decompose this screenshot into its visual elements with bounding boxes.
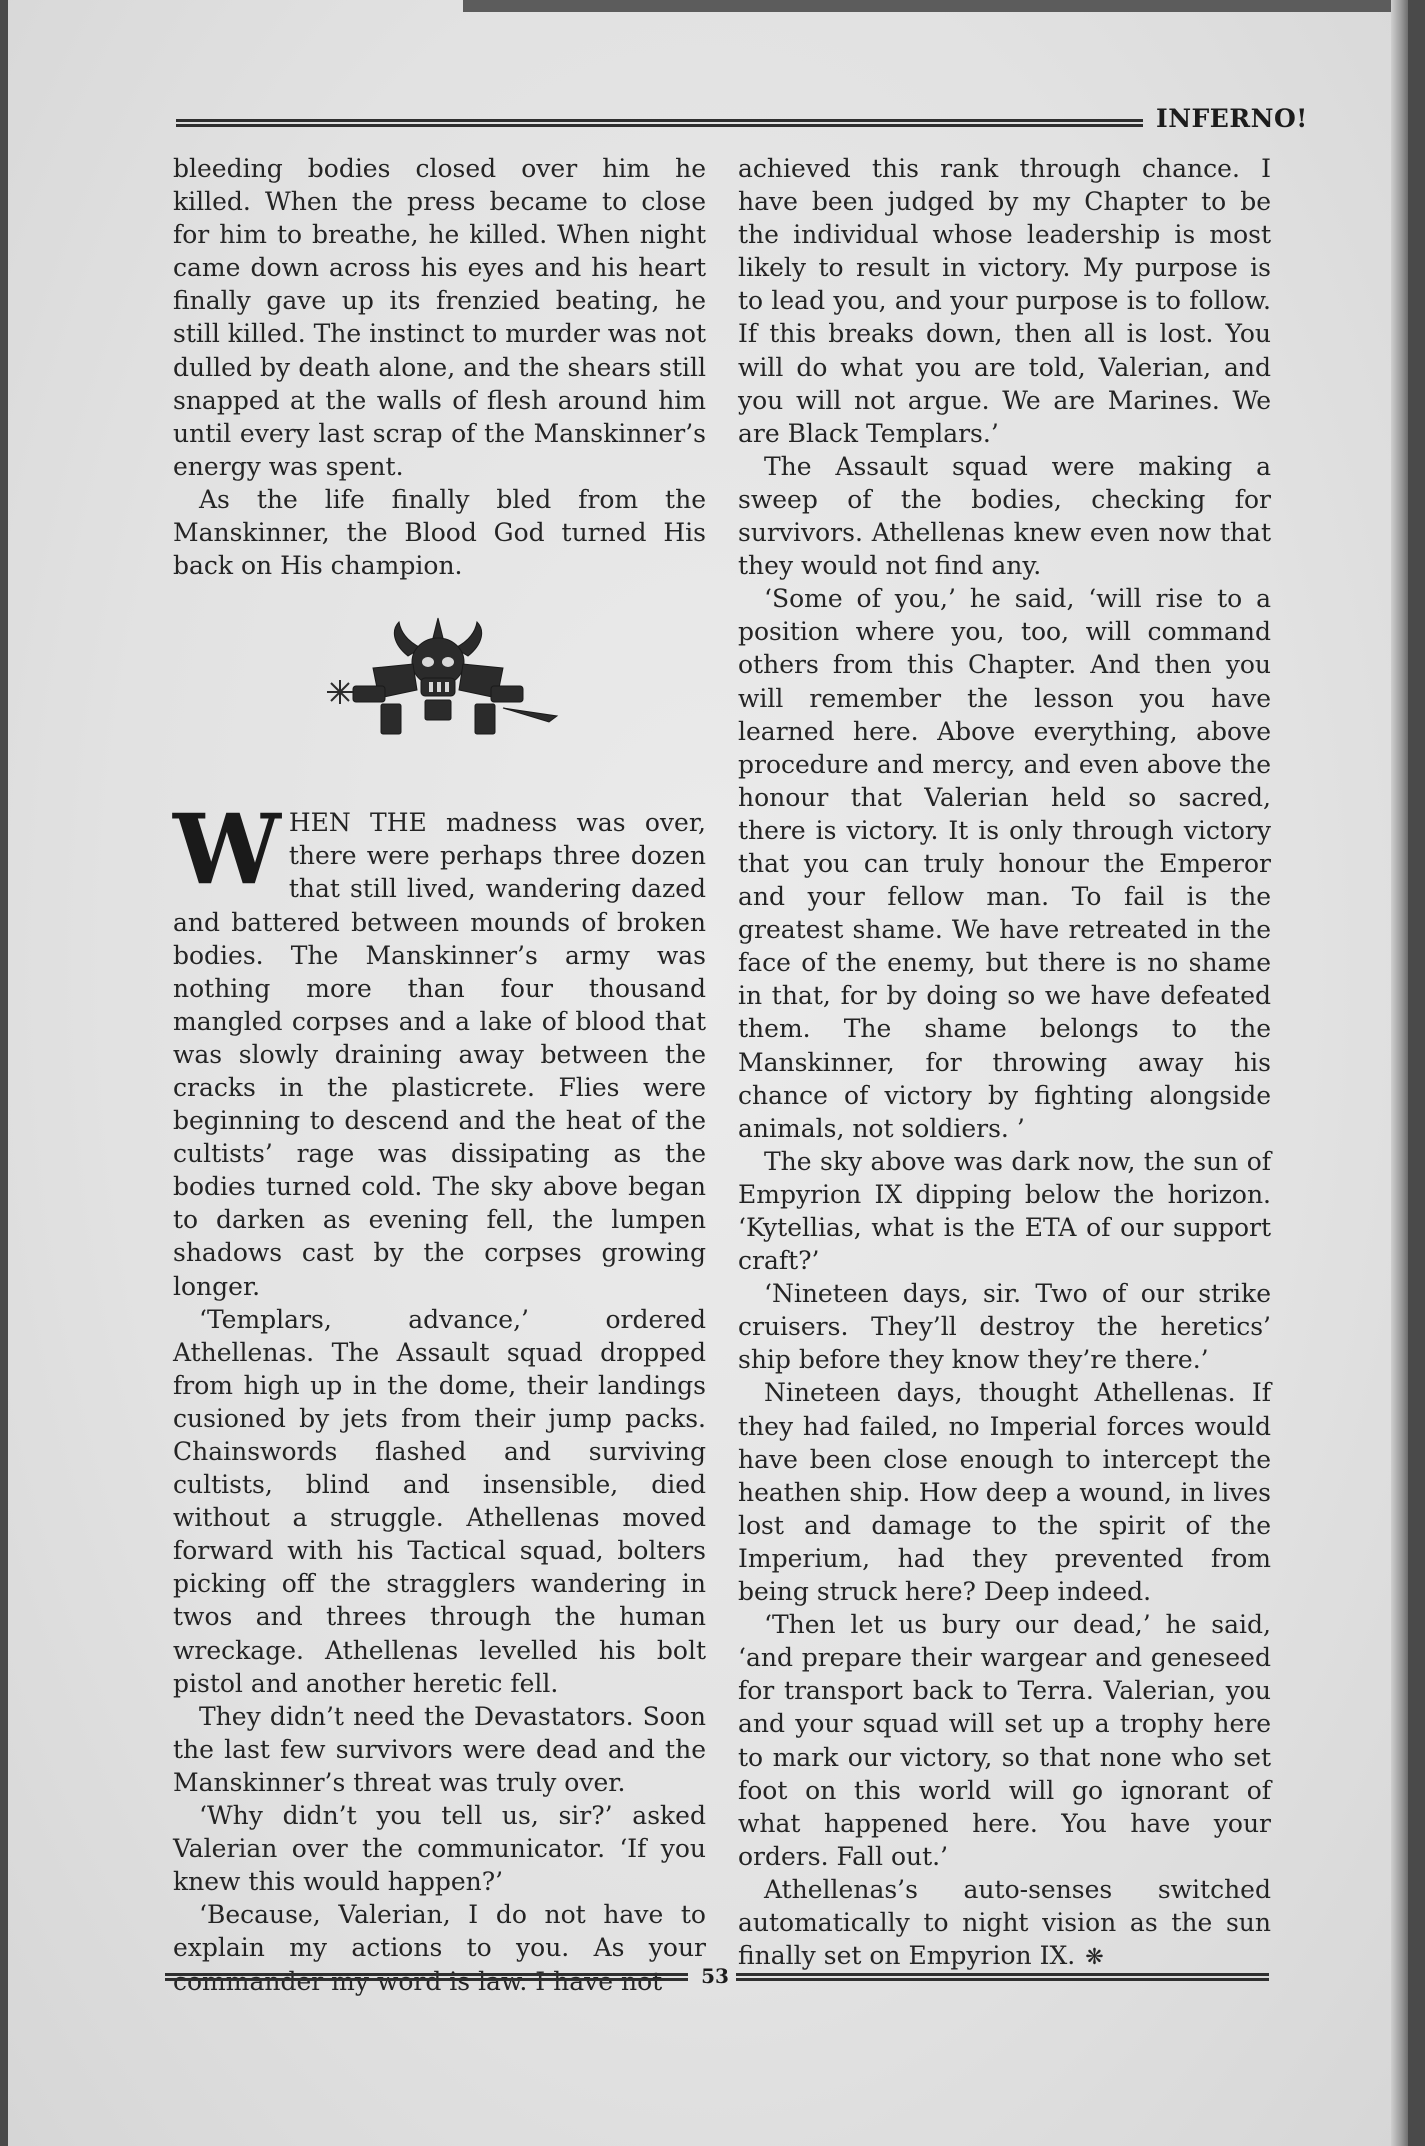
paragraph: ‘Templars, advance,’ ordered Athellenas. The Assault squad dropped from high up in the dome, their landings cusioned by jets from their jump packs. Chainswords flashed and surviving cultists, blind and insensible, died without a struggle. Athellenas moved forward with his Tactical squad, bolters picking off the stragglers wandering in twos and threes through the human wreckage. Athellenas levelled his bolt pistol and another heretic fell. bbox=[173, 1304, 706, 1698]
scan-top-border bbox=[463, 0, 1408, 12]
paragraph: ‘Then let us bury our dead,’ he said, ‘and prepare their wargear and geneseed for transport back to Terra. Valerian, you and your squad will set up a trophy here to mark our victory, so that none who set foot on this world will go ignorant of what happened here. You have your orders. Fall out.’ bbox=[738, 1610, 1271, 1871]
paragraph: The sky above was dark now, the sun of Empyrion IX dipping below the horizon. ‘Kytellias, what is the ETA of our support craft?’ bbox=[738, 1146, 1271, 1276]
paragraph: ‘Some of you,’ he said, ‘will rise to a position where you, too, will command others from this Chapter. And then you will remember the lesson you have learned here. Above everything, above procedure and mercy, and even above the honour that Valerian held so sacred, there is victory. It is only through victory that you can truly honour the Emperor and your fellow man. To fail is the greatest shame. We have retreated in the face of the enemy, but there is no shame in that, for by doing so we have defeated them. The shame belongs to the Manskinner, for throwing away his chance of victory by fighting alongside animals, not soldiers. ’ bbox=[738, 584, 1271, 1143]
left-column bbox=[173, 152, 706, 1998]
paragraph: They didn’t need the Devastators. Soon the last few survivors were dead and the Manskinner’s threat was truly over. bbox=[173, 1701, 706, 1797]
paragraph-text: Athellenas’s auto-senses switched automatically to night vision as the sun finally set on Empyrion IX. bbox=[738, 1874, 1271, 1971]
final-paragraph bbox=[738, 1873, 1271, 1974]
paragraph: achieved this rank through chance. I have been judged by my Chapter to be the individual whose leadership is most likely to result in victory. My purpose is to lead you, and your purpose is to follow. If this breaks down, then all is lost. You will do what you are told, Valerian, and you will not argue. We are Marines. We are Black Templars.’ bbox=[738, 154, 1271, 448]
drop-cap: W bbox=[173, 793, 281, 907]
paragraph: Nineteen days, thought Athellenas. If they had failed, no Imperial forces would have been close enough to intercept the heathen ship. How deep a wound, in lives lost and damage to the spirit of the Imperium, had they prevented from being struck here? Deep indeed. bbox=[738, 1378, 1271, 1607]
end-mark-icon: ❋ bbox=[1085, 1945, 1104, 1971]
header-rule bbox=[176, 119, 1143, 127]
footer-rule-left bbox=[165, 1973, 688, 1981]
skull-crest-ornament-icon bbox=[313, 616, 563, 742]
paragraph: The Assault squad were making a sweep of the bodies, checking for survivors. Athellenas knew even now that they would not find any. bbox=[738, 451, 1271, 581]
scan-right-edge bbox=[1391, 0, 1408, 2146]
footer-rule-right bbox=[736, 1973, 1269, 1981]
paragraph: bleeding bodies closed over him he killed. When the press became to close for him to breathe, he killed. When night came down across his eyes and his heart finally gave up its frenzied beating, he still killed. The instinct to murder was not dulled by death alone, and the shears still snapped at the walls of flesh around him until every last scrap of the Manskinner’s energy was spent. bbox=[173, 154, 706, 481]
right-column bbox=[738, 152, 1271, 1974]
paragraph: ‘Nineteen days, sir. Two of our strike cruisers. They’ll destroy the heretics’ ship before they know they’re there.’ bbox=[738, 1279, 1271, 1375]
magazine-page bbox=[8, 0, 1408, 2146]
section-ornament bbox=[173, 596, 706, 772]
paragraph: ‘Why didn’t you tell us, sir?’ asked Valerian over the communicator. ‘If you knew this would happen?’ bbox=[173, 1801, 706, 1897]
paragraph: As the life finally bled from the Manskinner, the Blood God turned His back on His champion. bbox=[173, 484, 706, 581]
dropcap-paragraph bbox=[173, 793, 706, 1302]
paragraph-text: HEN THE madness was over, there were perhaps three dozen that still lived, wandering dazed and battered between mounds of broken bodies. The Manskinner’s army was nothing more than four thousand mangled corpses and a lake of blood that was slowly draining away between the cracks in the plasticrete. Flies were beginning to descend and the heat of the cultists’ rage was dissipating as the bodies turned cold. The sky above began to darken as evening fell, the lumpen shadows cast by the corpses growing longer. bbox=[173, 808, 706, 1301]
page-number: 53 bbox=[701, 1964, 729, 1988]
running-title: INFERNO! bbox=[1156, 104, 1308, 133]
paragraph: ‘Because, Valerian, I do not have to explain my actions to you. As your commander my word is law. I have not bbox=[173, 1900, 706, 1996]
